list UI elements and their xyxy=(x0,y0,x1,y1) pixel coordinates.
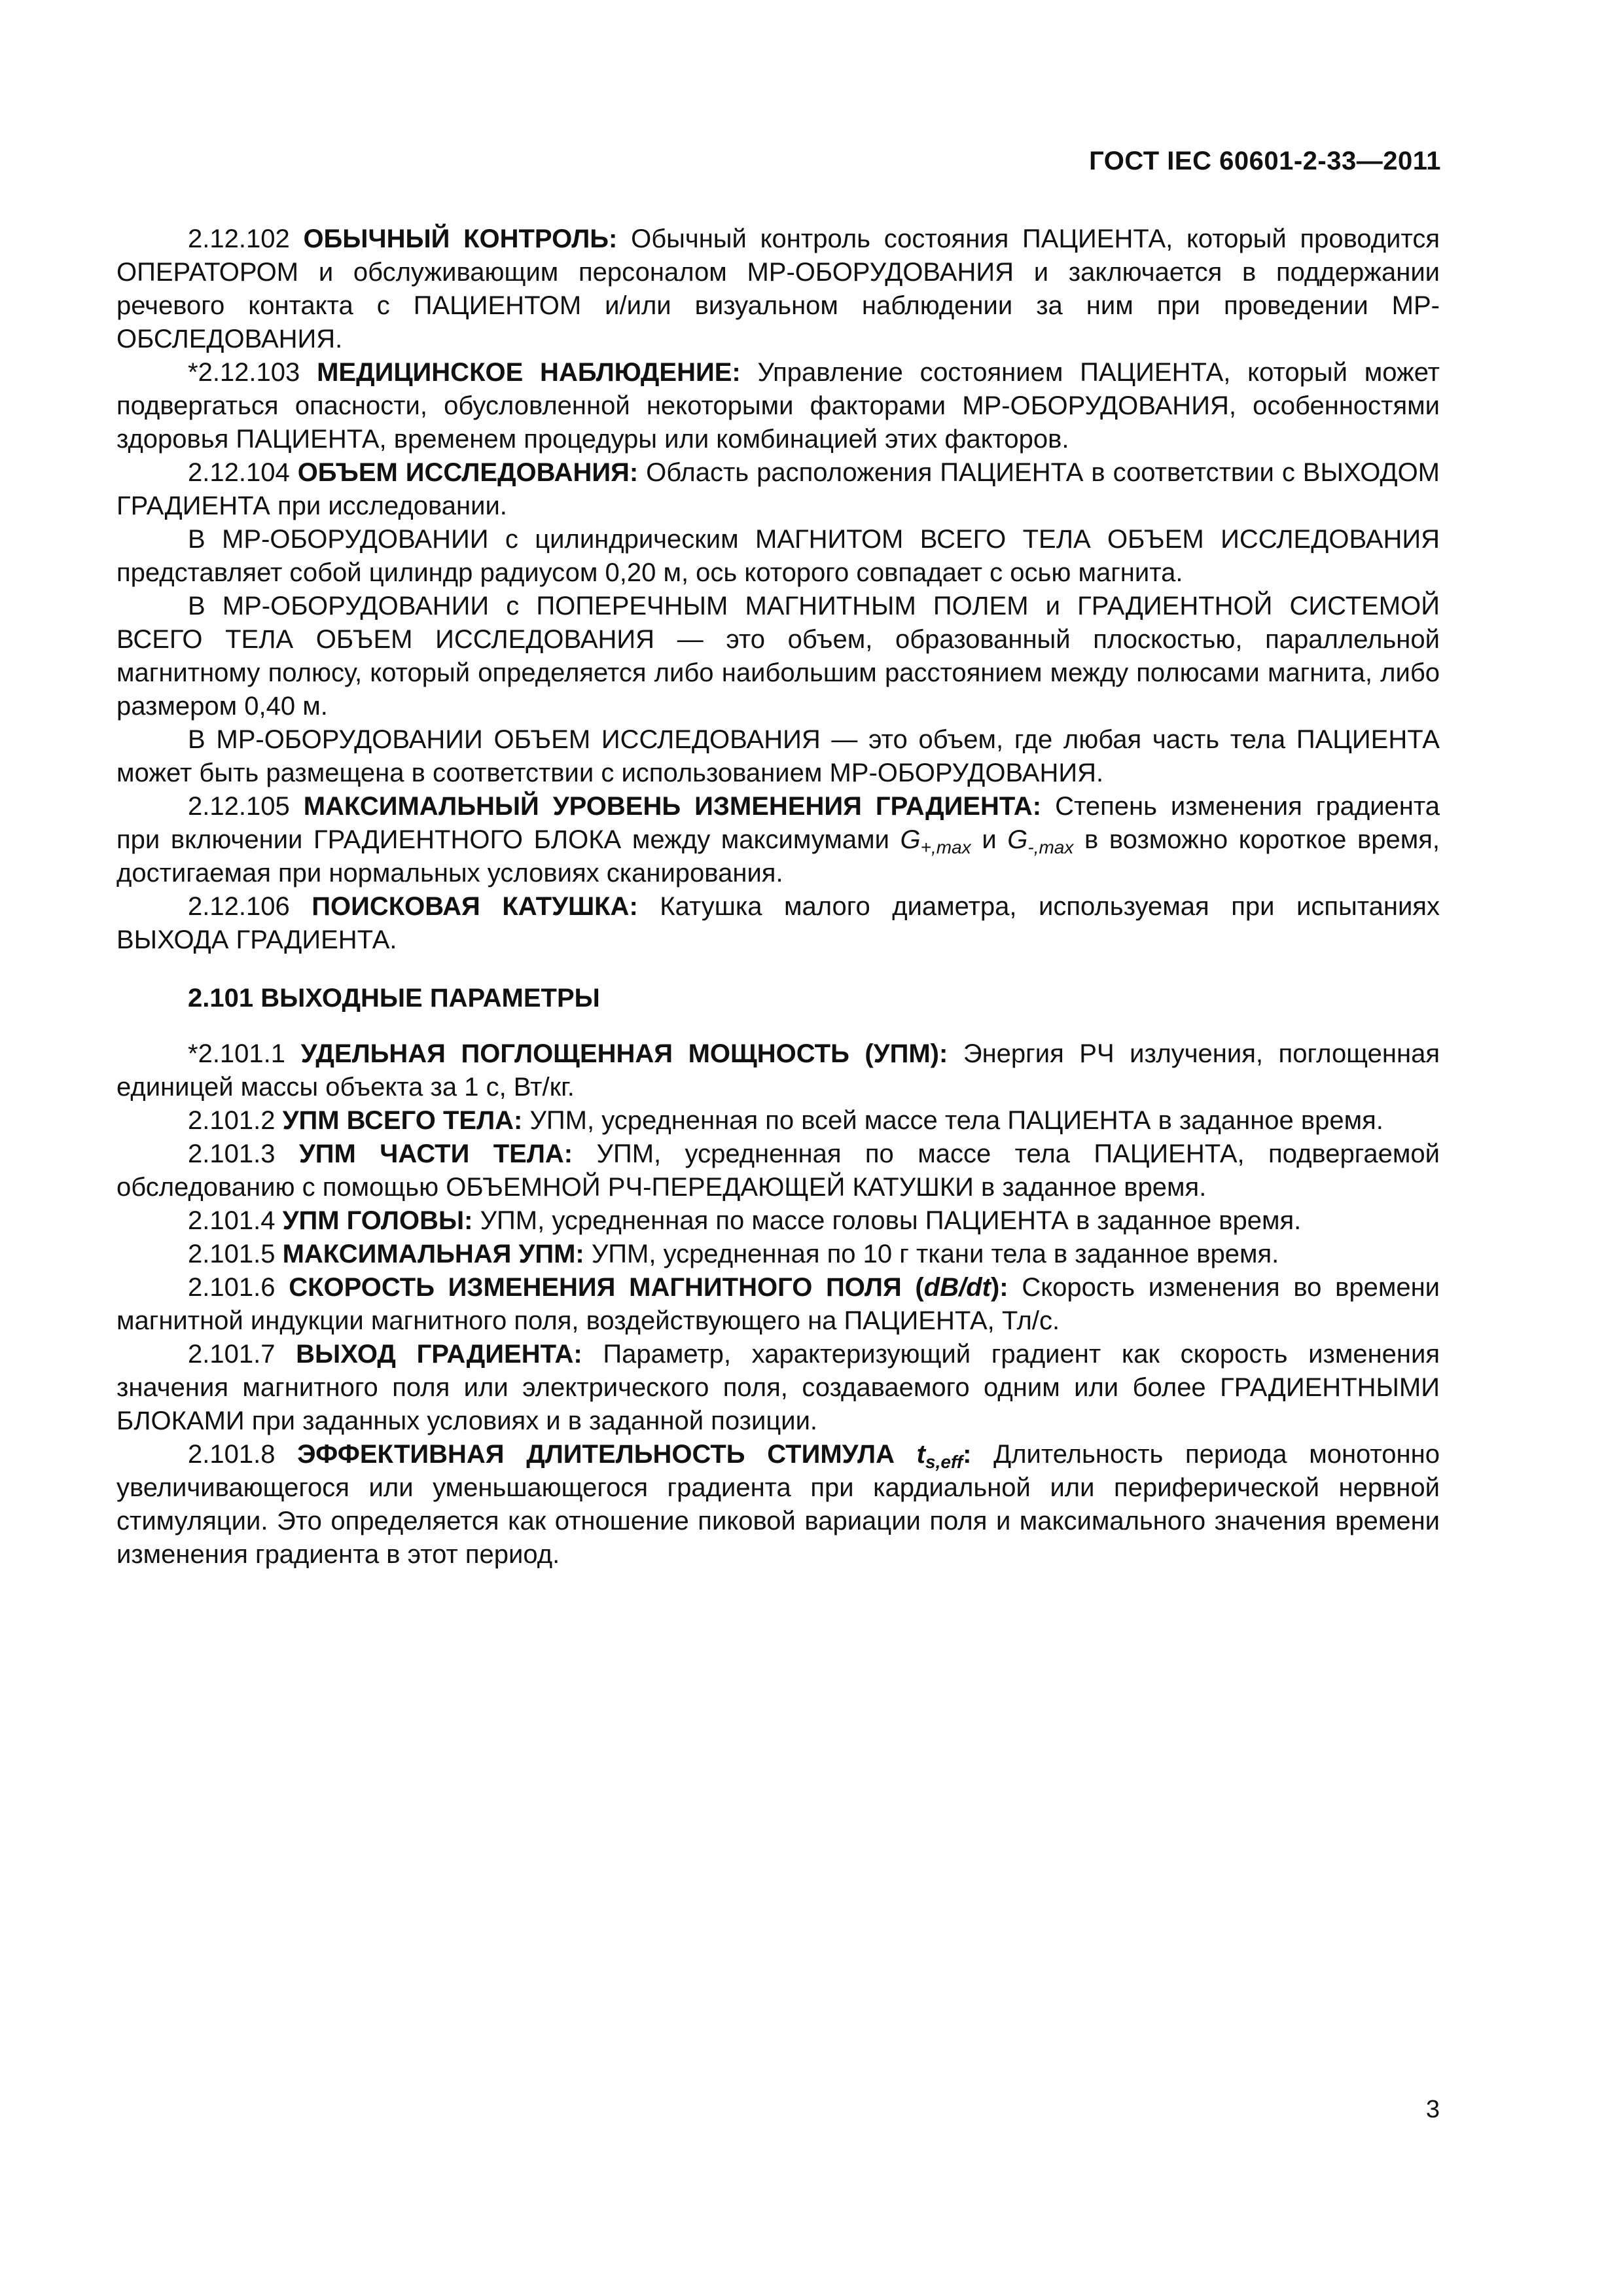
entry-2-101-2 xyxy=(116,1104,1440,1138)
entry-2-12-104-paragraph-2: В МР-ОБОРУДОВАНИИ с ПОПЕРЕЧНЫМ МАГНИТНЫМ ПОЛЕМ и ГРАДИЕНТНОЙ СИСТЕМОЙ ВСЕГО ТЕЛА ОБЪЕМ ИССЛЕДОВАНИЯ — это объем, образованный плоскостью, параллельной магнитному полюсу, который определяется либо наибольшим расстоянием между полюсами магнита, либо размером 0,40 м. xyxy=(116,592,1440,721)
entry-2-101-6 xyxy=(116,1271,1440,1338)
entry-term: ПОИСКОВАЯ КАТУШКА: xyxy=(312,892,638,921)
entry-term: УПМ ЧАСТИ ТЕЛА: xyxy=(298,1139,573,1168)
entry-2-101-5 xyxy=(116,1238,1440,1271)
entry-term: ЭФФЕКТИВНАЯ ДЛИТЕЛЬНОСТЬ СТИМУЛА xyxy=(297,1440,895,1469)
entry-2-12-104 xyxy=(116,456,1440,523)
entry-number: *2.12.103 xyxy=(188,358,300,387)
entry-number: 2.12.102 xyxy=(188,224,290,253)
entry-definition-cont: в возможно короткое время, достигаемая при нормальных условиях сканирования. xyxy=(116,825,1440,888)
entry-term: ОБЪЕМ ИССЛЕДОВАНИЯ: xyxy=(297,458,639,487)
symbol-t-s-eff: $t_{s,eff}$ xyxy=(916,1440,963,1472)
entry-definition: УПМ, усредненная по массе тела ПАЦИЕНТА, подвергаемой обследованию с помощью ОБЪЕМНОЙ РЧ-ПЕРЕДАЮЩЕЙ КАТУШКИ в заданное время. xyxy=(116,1139,1440,1202)
entry-term: МЕДИЦИНСКОЕ НАБЛЮДЕНИЕ: xyxy=(317,358,741,387)
symbol-g-plus-max: $G_{+,max}$ xyxy=(900,825,971,857)
entry-number: 2.101.5 xyxy=(188,1240,276,1268)
entry-2-12-104-paragraph-3: В МР-ОБОРУДОВАНИИ ОБЪЕМ ИССЛЕДОВАНИЯ — это объем, где любая часть тела ПАЦИЕНТА может быть размещена в соответствии с использованием МР-ОБОРУДОВАНИЯ. xyxy=(116,725,1440,787)
symbol-db-dt: dB/dt xyxy=(923,1273,991,1302)
document-body xyxy=(116,223,1440,1571)
entry-2-101-1 xyxy=(116,1037,1440,1104)
entry-number: 2.12.105 xyxy=(188,792,290,821)
entry-definition: УПМ, усредненная по всей массе тела ПАЦИЕНТА в заданное время. xyxy=(529,1106,1383,1135)
entry-term: ВЫХОД ГРАДИЕНТА: xyxy=(296,1340,582,1369)
entry-definition: Параметр, характеризующий градиент как скорость изменения значения магнитного поля или электрического поля, создаваемого одним или более ГРАДИЕНТНЫМИ БЛОКАМИ при заданных условиях и в заданной позиции. xyxy=(116,1340,1440,1435)
entry-2-101-3 xyxy=(116,1138,1440,1204)
entry-definition: Степень изменения градиента при включении ГРАДИЕНТНОГО БЛОКА между максимумами xyxy=(116,792,1440,854)
entry-number: 2.101.6 xyxy=(188,1273,276,1302)
symbol-g-minus-max: $G_{-,max}$ xyxy=(1007,825,1074,857)
entry-number: 2.12.104 xyxy=(188,458,290,487)
entry-definition: Длительность периода монотонно увеличивающегося или уменьшающегося градиента при кардиальной или периферической нервной стимуляции. Это определяется как отношение пиковой вариации поля и максимального значения времени изменения градиента в этот период. xyxy=(116,1440,1440,1569)
entry-2-12-102 xyxy=(116,223,1440,356)
entry-2-12-105 xyxy=(116,790,1440,890)
entry-2-12-104-paragraph-1: В МР-ОБОРУДОВАНИИ с цилиндрическим МАГНИТОМ ВСЕГО ТЕЛА ОБЪЕМ ИССЛЕДОВАНИЯ представляет собой цилиндр радиусом 0,20 м, ось которого совпадает с осью магнита. xyxy=(116,525,1440,587)
entry-term: УПМ ГОЛОВЫ: xyxy=(282,1206,473,1235)
entry-number: 2.101.7 xyxy=(188,1340,276,1369)
term-colon: : xyxy=(963,1440,972,1469)
entry-term: МАКСИМАЛЬНЫЙ УРОВЕНЬ ИЗМЕНЕНИЯ ГРАДИЕНТА: xyxy=(303,792,1042,821)
entry-number: 2.12.106 xyxy=(188,892,290,921)
entry-definition: Энергия РЧ излучения, поглощенная единицей массы объекта за 1 с, Вт/кг. xyxy=(116,1039,1440,1102)
entry-term: УПМ ВСЕГО ТЕЛА: xyxy=(282,1106,523,1135)
entry-term: УДЕЛЬНАЯ ПОГЛОЩЕННАЯ МОЩНОСТЬ (УПМ): xyxy=(300,1039,948,1068)
entry-number: 2.101.4 xyxy=(188,1206,276,1235)
entry-definition: Скорость изменения во времени магнитной индукции магнитного поля, воздействующего на ПАЦИЕНТА, Тл/с. xyxy=(116,1273,1440,1335)
entry-2-101-4 xyxy=(116,1204,1440,1238)
page-number: 3 xyxy=(1425,2096,1440,2123)
entry-definition: Катушка малого диаметра, используемая при испытаниях ВЫХОДА ГРАДИЕНТА. xyxy=(116,892,1440,954)
entry-definition: УПМ, усредненная по массе головы ПАЦИЕНТА в заданное время. xyxy=(480,1206,1302,1235)
entry-term: ОБЫЧНЫЙ КОНТРОЛЬ: xyxy=(303,224,618,253)
entry-number: 2.101.2 xyxy=(188,1106,276,1135)
conjunction: и xyxy=(982,825,997,854)
entry-2-12-106 xyxy=(116,890,1440,957)
entry-definition: Обычный контроль состояния ПАЦИЕНТА, который проводится ОПЕРАТОРОМ и обслуживающим персоналом МР-ОБОРУДОВАНИЯ и заключается в поддержании речевого контакта с ПАЦИЕНТОМ и/или визуальном наблюдении за ним при проведении МР-ОБСЛЕДОВАНИЯ. xyxy=(116,224,1440,353)
entry-term: СКОРОСТЬ ИЗМЕНЕНИЯ МАГНИТНОГО ПОЛЯ (dB/dt): xyxy=(289,1273,1008,1302)
entry-number: *2.101.1 xyxy=(188,1039,286,1068)
entry-definition: УПМ, усредненная по 10 г ткани тела в заданное время. xyxy=(591,1240,1279,1268)
entry-2-101-8 xyxy=(116,1438,1440,1571)
entry-definition: Область расположения ПАЦИЕНТА в соответствии с ВЫХОДОМ ГРАДИЕНТА при исследовании. xyxy=(116,458,1440,520)
entry-number: 2.101.8 xyxy=(188,1440,276,1469)
entry-2-12-103 xyxy=(116,356,1440,456)
entry-definition: Управление состоянием ПАЦИЕНТА, который может подвергаться опасности, обусловленной некоторыми факторами МР-ОБОРУДОВАНИЯ, особенностями здоровья ПАЦИЕНТА, временем процедуры или комбинацией этих факторов. xyxy=(116,358,1440,454)
section-heading: 2.101 ВЫХОДНЫЕ ПАРАМЕТРЫ xyxy=(188,984,600,1013)
entry-number: 2.101.3 xyxy=(188,1139,276,1168)
entry-2-101-7 xyxy=(116,1338,1440,1438)
document-header: ГОСТ IEC 60601-2-33—2011 xyxy=(1089,147,1441,175)
entry-term: МАКСИМАЛЬНАЯ УПМ: xyxy=(282,1240,584,1268)
